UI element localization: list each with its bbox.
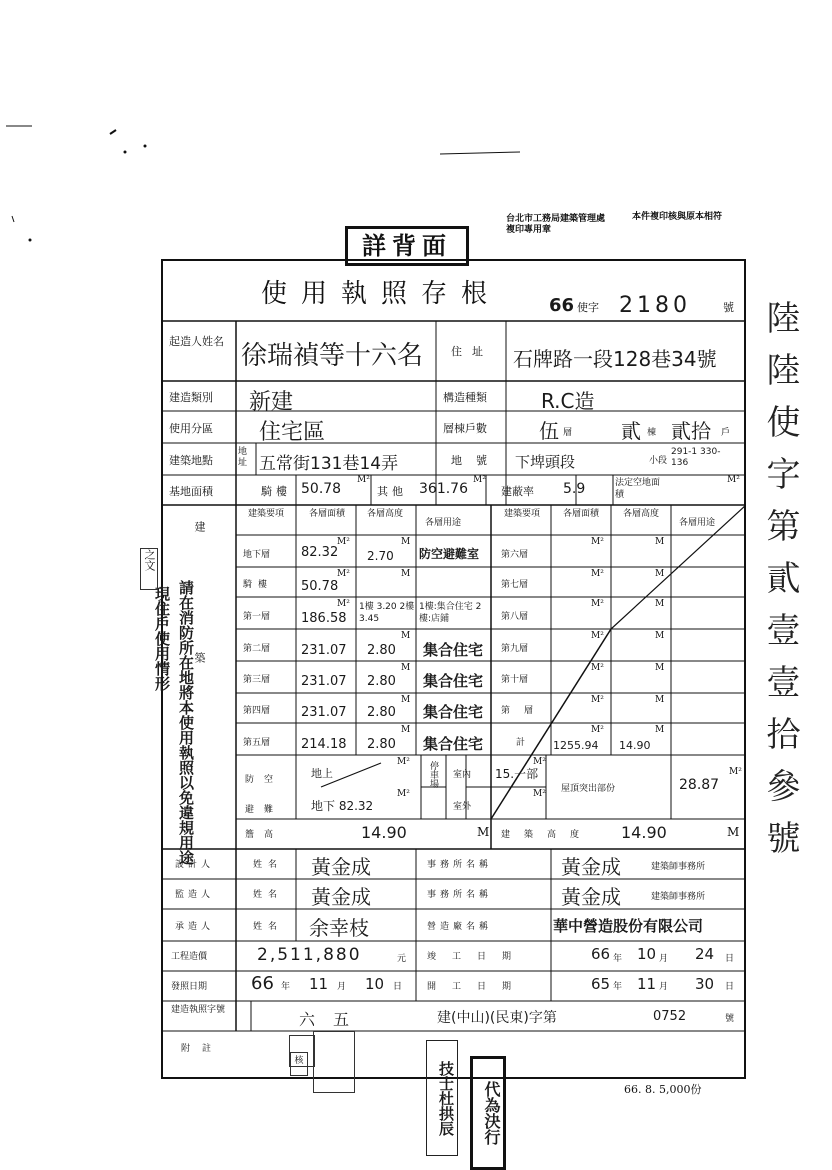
floors-unit: 層 [563, 428, 573, 438]
parking-label: 停車場 [428, 761, 438, 788]
floor-header-item-r: 建築要項 [503, 509, 540, 519]
floor-header-item: 建築要項 [247, 509, 284, 519]
floor-label: 第三層 [243, 675, 271, 685]
contractor-firm: 華中營造股份有限公司 [553, 917, 704, 935]
completion-year: 66 [591, 945, 611, 963]
floor-label-r: 第層 [501, 706, 548, 716]
builder-firm-label: 營造廠名稱 [427, 922, 493, 932]
floor-label-r: 第八層 [501, 612, 529, 622]
arcade-label: 騎樓 [261, 485, 291, 498]
floor-label: 第一層 [243, 612, 271, 622]
unit-m: M [401, 695, 411, 705]
units-value: 貳拾 [671, 419, 711, 443]
lot-label: 地號 [451, 454, 501, 467]
base-arcade-unit: M² [357, 475, 370, 485]
supervisor-label: 監造人 [175, 890, 215, 900]
designer-office: 黃金成 [561, 855, 621, 879]
f4-area: 231.07 [301, 705, 347, 720]
basement-use: 防空避難室 [419, 547, 480, 561]
architect-office-1: 建築師事務所 [651, 862, 706, 872]
unit-m2: M² [729, 767, 742, 777]
start-month: 11 [637, 975, 657, 993]
building-height-value: 14.90 [621, 823, 667, 842]
permit-ref-end: 號 [725, 1014, 735, 1024]
floor-label-r: 計 [516, 738, 526, 748]
floor-label-r: 第七層 [501, 580, 529, 590]
copy-stamp-a: 台北市工務局建築管理處 複印專用章 [506, 214, 606, 235]
permit-ref-no: 0752 [653, 1009, 687, 1024]
total-height: 14.90 [619, 739, 651, 752]
supervisor-office: 黃金成 [561, 885, 621, 909]
unit-m: M [655, 695, 665, 705]
day-label: 日 [393, 982, 403, 992]
unit-m2: M² [397, 789, 410, 799]
permit-ref-label: 建造執照字號 [171, 1005, 226, 1015]
permit-word: 使字 [577, 301, 599, 314]
office-name-label: 事務所名稱 [427, 860, 493, 870]
floor-header-area: 各層面積 [309, 509, 346, 519]
base-other-unit: M² [473, 475, 486, 485]
floor-label: 第二層 [243, 644, 271, 654]
indoor-label: 室內 [453, 770, 472, 780]
unit-m: M [727, 825, 740, 839]
unit-m2: M² [533, 757, 546, 767]
f5-area: 214.18 [301, 737, 347, 752]
unit-m2: M² [591, 695, 604, 705]
issue-year: 66 [251, 973, 274, 994]
floors-units-label: 層棟戶數 [443, 422, 487, 435]
floor-label: 第四層 [243, 706, 271, 716]
floor-label: 第五層 [243, 738, 271, 748]
coverage-value: 5.9 [563, 481, 586, 497]
legal-open-unit: M² [727, 475, 740, 485]
cost-value: 2,511,880 [257, 945, 362, 965]
year-label: 年 [613, 954, 623, 964]
contractor-name: 余幸枝 [309, 916, 369, 940]
right-margin-notes: 陸陸使字第貳壹壹拾參號 [760, 300, 800, 872]
copy-stamp-b: 本件複印核與原本相符 [632, 212, 723, 222]
category-value: 新建 [249, 390, 294, 415]
arcade-area: 50.78 [301, 579, 339, 594]
buildings-value: 貳 [621, 419, 641, 443]
unit-m: M [401, 725, 411, 735]
permit-suffix: 號 [723, 301, 734, 314]
form-title: 使用執照存根 [261, 279, 502, 309]
issue-day: 10 [365, 975, 385, 993]
base-arcade-value: 50.78 [301, 481, 342, 497]
f5-use: 集合住宅 [423, 735, 484, 753]
unit-m: M [655, 631, 665, 641]
floors-value: 伍 [539, 419, 559, 443]
f4-use: 集合住宅 [423, 703, 484, 721]
units-unit: 戶 [721, 428, 731, 438]
f4-height: 2.80 [367, 705, 396, 720]
office-name-label: 事務所名稱 [427, 890, 493, 900]
detail-back-stamp: 詳背面 [345, 226, 469, 266]
site-addr-tag: 地址 [238, 447, 248, 468]
unit-m2: M² [533, 789, 546, 799]
completion-label: 竣工日期 [427, 952, 528, 962]
unit-m: M [401, 631, 411, 641]
supervisor-name: 黃金成 [311, 885, 371, 909]
building-height-label: 建築高度 [501, 830, 594, 840]
approval-stamp: 核 [290, 1052, 308, 1076]
f1-height: 1樓 3.20 2樓 3.45 [359, 602, 415, 624]
unit-m: M [401, 569, 411, 579]
start-day: 30 [695, 975, 715, 993]
printing-note: 66. 8. 5,000份 [624, 1083, 702, 1096]
completion-day: 24 [695, 945, 715, 963]
structure-label: 構造種類 [443, 391, 487, 404]
unit-m2: M² [397, 757, 410, 767]
architect-office-2: 建築師事務所 [651, 892, 706, 902]
issue-month: 11 [309, 975, 329, 993]
unit-m2: M² [591, 663, 604, 673]
permit-form [161, 259, 746, 1079]
day-label: 日 [725, 982, 735, 992]
base-other-value: 361.76 [419, 481, 468, 497]
issue-label: 發照日期 [171, 982, 208, 992]
day-label: 日 [725, 954, 735, 964]
f3-use: 集合住宅 [423, 672, 484, 690]
base-area-label: 基地面積 [169, 485, 213, 498]
roof-protrusion-label: 屋頂突出部份 [561, 784, 616, 794]
month-label: 月 [659, 982, 669, 992]
unit-m2: M² [591, 599, 604, 609]
f2-area: 231.07 [301, 643, 347, 658]
permit-number: 2180 [619, 293, 691, 318]
buildings-unit: 棟 [647, 428, 657, 438]
lot-section-value: 下埤頭段 [515, 453, 576, 471]
floor-header-use-r: 各層用途 [679, 518, 716, 528]
name-label: 姓名 [253, 860, 284, 870]
start-year: 65 [591, 975, 611, 993]
designer-name: 黃金成 [311, 855, 371, 879]
shelter-label: 防空避難 [245, 775, 284, 815]
yuan-unit: 元 [397, 954, 407, 964]
contractor-label: 承造人 [175, 922, 215, 932]
name-label: 姓名 [253, 890, 284, 900]
f5-height: 2.80 [367, 737, 396, 752]
start-label: 開工日期 [427, 982, 528, 992]
floor-label-r: 第九層 [501, 644, 529, 654]
legal-open-label: 法定空地面積 [615, 478, 661, 500]
floor-label-r: 第十層 [501, 675, 529, 685]
unit-m: M [655, 569, 665, 579]
cost-label: 工程造價 [171, 952, 208, 962]
floor-header-use: 各層用途 [425, 518, 462, 528]
left-side-note-2: 現住戶使用情形 [153, 586, 171, 691]
site-label: 建築地點 [169, 454, 213, 467]
completion-month: 10 [637, 945, 657, 963]
f2-use: 集合住宅 [423, 641, 484, 659]
roof-protrusion-value: 28.87 [679, 777, 720, 793]
unit-m2: M² [591, 537, 604, 547]
permit-year: 66 [549, 295, 575, 316]
permit-ref-num: 六五 [299, 1010, 368, 1029]
delegated-stamp: 代為決行 [470, 1056, 506, 1170]
f2-height: 2.80 [367, 643, 396, 658]
shelter-basement: 地下 82.32 [311, 799, 374, 813]
name-label: 姓名 [253, 922, 284, 932]
floor-label: 地下層 [243, 550, 271, 560]
unit-m2: M² [337, 537, 350, 547]
lot-number-value: 291-1 330-136 [671, 447, 721, 468]
unit-m: M [655, 663, 665, 673]
unit-m: M [477, 825, 490, 839]
f1-use: 1樓:集合住宅 2樓:店鋪 [419, 602, 482, 624]
remarks-stamp-2 [313, 1031, 355, 1093]
zone-label: 使用分區 [169, 422, 213, 435]
eaves-value: 14.90 [361, 823, 407, 842]
permit-ref-tail: 建(中山)(民東)字第 [437, 1010, 557, 1026]
technician-stamp: 技士杜拱辰 [426, 1040, 458, 1156]
remarks-label: 附註 [181, 1044, 224, 1054]
floor-label: 騎樓 [243, 580, 274, 590]
zone-value: 住宅區 [259, 420, 326, 445]
unit-m2: M² [591, 725, 604, 735]
unit-m2: M² [591, 569, 604, 579]
month-label: 月 [659, 954, 669, 964]
month-label: 月 [337, 982, 347, 992]
year-label: 年 [281, 982, 291, 992]
coverage-label: 建蔽率 [501, 485, 534, 498]
eaves-label: 簷高 [245, 830, 284, 840]
f1-area: 186.58 [301, 611, 347, 626]
f3-height: 2.80 [367, 674, 396, 689]
address-label: 住址 [451, 345, 493, 358]
unit-m: M [401, 537, 411, 547]
floor-header-height: 各層高度 [367, 509, 404, 519]
shelter-ground: 地上 [311, 767, 333, 780]
designer-label: 設計人 [175, 860, 215, 870]
address-value: 石牌路一段128巷34號 [513, 347, 717, 371]
unit-m: M [655, 537, 665, 547]
floor-header-height-r: 各層高度 [623, 509, 660, 519]
other-label: 其他 [377, 485, 407, 498]
outdoor-label: 室外 [453, 802, 472, 812]
total-area: 1255.94 [553, 739, 599, 752]
structure-value: R.C造 [541, 389, 595, 413]
building-side-label: 建築 [193, 521, 206, 783]
floor-label-r: 第六層 [501, 550, 529, 560]
applicant-label: 起造人姓名 [169, 335, 224, 348]
basement-area: 82.32 [301, 545, 339, 560]
unit-m2: M² [337, 599, 350, 609]
floor-header-area-r: 各層面積 [563, 509, 600, 519]
f3-area: 231.07 [301, 674, 347, 689]
left-top-note: 之文 [140, 548, 158, 590]
site-address-value: 五常街131巷14弄 [259, 454, 399, 474]
unit-m: M [655, 725, 665, 735]
basement-height: 2.70 [367, 549, 394, 563]
lot-sub-label: 小段 [649, 456, 668, 466]
applicant-value: 徐瑞禎等十六名 [241, 341, 424, 371]
unit-m: M [655, 599, 665, 609]
parking-indoor: 15.一部 [495, 767, 539, 781]
unit-m2: M² [337, 569, 350, 579]
unit-m: M [401, 663, 411, 673]
category-label: 建造類別 [169, 391, 213, 404]
unit-m2: M² [591, 631, 604, 641]
year-label: 年 [613, 982, 623, 992]
left-side-note: 請在消防所在地將本使用執照以免違規用途 [177, 580, 195, 865]
